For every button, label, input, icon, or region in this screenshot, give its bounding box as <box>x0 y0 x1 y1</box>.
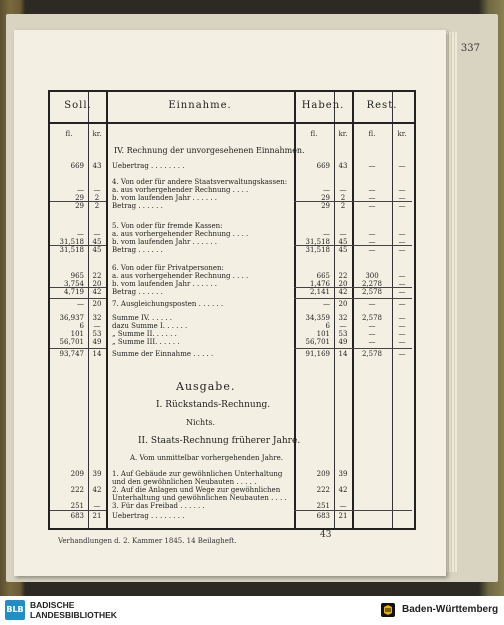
unit-fl: fl. <box>65 130 73 138</box>
viewer-footer <box>0 596 504 625</box>
soll-kr: 43 <box>92 162 102 170</box>
rest-kr: — <box>398 238 406 246</box>
rest-fl: 2,278 <box>361 280 383 288</box>
unit-kr: kr. <box>397 130 407 138</box>
rest-fl: 2,578 <box>361 314 383 322</box>
haben-kr: — <box>339 230 347 238</box>
total-rule <box>50 201 106 202</box>
haben-fl: 2,141 <box>309 288 330 296</box>
soll-fl: 29 <box>75 194 84 202</box>
total-rule <box>294 201 412 202</box>
total-rule <box>50 245 106 246</box>
haben-fl: 56,701 <box>305 338 330 346</box>
ausgabe-row-label: 3. Für das Freibad . . . . . . <box>112 502 205 510</box>
section-i-title: I. Rückstands-Rechnung. <box>156 400 271 410</box>
soll-fl: 36,937 <box>59 314 84 322</box>
row-label: a. aus vorhergehender Rechnung . . . . <box>112 230 249 238</box>
folio-number: 43 <box>320 530 332 540</box>
section-iv-title: IV. Rechnung der unvorgesehenen Einnahmen. <box>114 146 305 155</box>
rest-kr: — <box>398 230 406 238</box>
rest-kr: — <box>398 162 406 170</box>
col-rule <box>294 92 296 528</box>
haben-kr: — <box>339 322 347 330</box>
row-label: 7. Ausgleichungsposten . . . . . . <box>112 300 224 308</box>
haben-kr: — <box>339 502 347 510</box>
row-label: 5. Von oder für fremde Kassen: <box>112 222 223 230</box>
total-rule <box>294 245 412 246</box>
soll-kr: 39 <box>92 470 102 478</box>
haben-fl: 1,476 <box>309 280 330 288</box>
header-rest: Rest. <box>366 100 398 111</box>
soll-fl: — <box>77 230 84 238</box>
soll-kr: — <box>93 230 101 238</box>
unit-fl: fl. <box>310 130 318 138</box>
soll-fl: 683 <box>70 512 84 520</box>
haben-kr: 45 <box>338 246 348 254</box>
haben-kr: 21 <box>338 512 348 520</box>
header-einnahme: Einnahme. <box>168 100 232 111</box>
soll-kr: 49 <box>92 338 102 346</box>
soll-kr: — <box>93 502 101 510</box>
haben-kr: 42 <box>338 288 348 296</box>
unit-kr: kr. <box>338 130 348 138</box>
total-rule <box>294 510 412 511</box>
col-rule <box>352 92 354 528</box>
ausgabe-heading: Ausgabe. <box>176 380 236 393</box>
rest-kr: — <box>398 338 406 346</box>
haben-fl: — <box>323 186 330 194</box>
soll-fl: 29 <box>75 202 84 210</box>
col-rule <box>106 92 108 528</box>
rest-fl: — <box>368 202 376 210</box>
row-label: b. vom laufenden Jahr . . . . . . <box>112 238 218 246</box>
row-label: dazu Summe I. . . . . . <box>112 322 188 330</box>
total-rule <box>50 298 106 299</box>
unit-kr: kr. <box>92 130 102 138</box>
haben-fl: 251 <box>316 502 330 510</box>
soll-fl: 965 <box>70 272 84 280</box>
haben-kr: 49 <box>338 338 348 346</box>
haben-kr: 20 <box>338 280 348 288</box>
soll-kr: 14 <box>92 350 102 358</box>
soll-fl: — <box>77 300 84 308</box>
account-table <box>48 90 416 530</box>
haben-fl: 669 <box>316 162 330 170</box>
haben-fl: 34,359 <box>305 314 330 322</box>
total-rule <box>50 348 106 349</box>
rest-kr: — <box>398 330 406 338</box>
haben-fl: 29 <box>321 202 330 210</box>
haben-kr: 53 <box>338 330 348 338</box>
soll-fl: 251 <box>70 502 84 510</box>
row-label: 6. Von oder für Privatpersonen: <box>112 264 224 272</box>
header-haben: Haben. <box>301 100 345 111</box>
soll-kr: 42 <box>92 288 102 296</box>
row-label: Betrag . . . . . . <box>112 288 163 296</box>
rest-fl: — <box>368 230 376 238</box>
header-soll: Soll. <box>64 100 92 111</box>
haben-fl: 29 <box>321 194 330 202</box>
soll-fl: 4,719 <box>63 288 84 296</box>
row-label: a. aus vorhergehender Rechnung . . . . <box>112 272 249 280</box>
row-label: Betrag . . . . . . <box>112 202 163 210</box>
rest-kr: — <box>398 246 406 254</box>
rest-fl: 2,578 <box>361 288 383 296</box>
soll-fl: 3,754 <box>63 280 84 288</box>
rest-kr: — <box>398 272 406 280</box>
haben-kr: 42 <box>338 486 348 494</box>
soll-kr: — <box>93 322 101 330</box>
soll-kr: 2 <box>94 202 100 210</box>
total-rule <box>294 348 412 349</box>
rest-kr: — <box>398 194 406 202</box>
total-rule <box>50 510 106 511</box>
soll-fl: 31,518 <box>59 246 84 254</box>
rest-fl: — <box>368 330 376 338</box>
unit-fl: fl. <box>368 130 376 138</box>
soll-kr: 21 <box>92 512 102 520</box>
row-label: a. aus vorhergehender Rechnung . . . . <box>112 186 249 194</box>
state-name: Baden-Württemberg <box>402 604 499 615</box>
haben-fl: 6 <box>325 322 330 330</box>
haben-kr: 45 <box>338 238 348 246</box>
library-name-line2: LANDESBIBLIOTHEK <box>30 610 117 620</box>
rest-fl: — <box>368 322 376 330</box>
rest-kr: — <box>398 350 406 358</box>
haben-fl: 222 <box>316 486 330 494</box>
row-label: „ Summe II. . . . . . <box>112 330 177 338</box>
soll-kr: 53 <box>92 330 102 338</box>
rest-kr: — <box>398 280 406 288</box>
rest-kr: — <box>398 314 406 322</box>
nichts-label: Nichts. <box>186 418 216 427</box>
soll-fl: — <box>77 186 84 194</box>
col-rule <box>88 92 89 528</box>
row-label: b. vom laufenden Jahr . . . . . . <box>112 280 218 288</box>
total-rule <box>50 287 106 288</box>
haben-kr: 22 <box>338 272 348 280</box>
soll-kr: 20 <box>92 300 102 308</box>
col-rule <box>392 92 393 528</box>
row-label: Summe IV. . . . . . <box>112 314 173 322</box>
section-ii-title: II. Staats-Rechnung früherer Jahre. <box>138 436 301 446</box>
total-rule <box>294 298 412 299</box>
header-rule <box>50 122 414 124</box>
rest-kr: — <box>398 300 406 308</box>
haben-kr: 43 <box>338 162 348 170</box>
soll-fl: 93,747 <box>59 350 84 358</box>
soll-kr: 2 <box>94 194 100 202</box>
soll-fl: 101 <box>70 330 84 338</box>
row-label: Summe der Einnahme . . . . . <box>112 350 214 358</box>
soll-fl: 31,518 <box>59 238 84 246</box>
haben-kr: 39 <box>338 470 348 478</box>
rest-fl: — <box>368 246 376 254</box>
rest-fl: — <box>368 162 376 170</box>
soll-kr: 45 <box>92 246 102 254</box>
haben-fl: 683 <box>316 512 330 520</box>
soll-kr: 32 <box>92 314 102 322</box>
haben-fl: 101 <box>316 330 330 338</box>
rest-fl: 2,578 <box>361 350 383 358</box>
haben-fl: 665 <box>316 272 330 280</box>
haben-fl: 31,518 <box>305 238 330 246</box>
soll-kr: 22 <box>92 272 102 280</box>
haben-kr: 20 <box>338 300 348 308</box>
library-name-line1: BADISCHE <box>30 600 75 610</box>
haben-kr: 2 <box>340 194 346 202</box>
haben-fl: 209 <box>316 470 330 478</box>
ausgabe-row-label: 1. Auf Gebäude zur gewöhnlichen Unterhaltung und den gewöhnlichen Neubauten . . . . . <box>112 470 283 486</box>
haben-kr: — <box>339 186 347 194</box>
soll-kr: — <box>93 186 101 194</box>
rest-fl: — <box>368 338 376 346</box>
rest-fl: — <box>368 300 376 308</box>
soll-kr: 20 <box>92 280 102 288</box>
ausgabe-row-label: 2. Auf die Anlagen und Wege zur gewöhnlichen Unterhaltung und gewöhnlichen Neubauten . . . . <box>112 486 287 502</box>
row-label: 4. Von oder für andere Staatsverwaltungskassen: <box>112 178 288 186</box>
row-label: Uebertrag . . . . . . . . <box>112 162 185 170</box>
rest-fl: — <box>368 238 376 246</box>
baden-wuerttemberg-crest-icon <box>380 602 396 618</box>
page-number: 337 <box>460 43 480 54</box>
rest-kr: — <box>398 322 406 330</box>
soll-fl: 669 <box>70 162 84 170</box>
soll-fl: 222 <box>70 486 84 494</box>
library-name <box>30 600 117 620</box>
soll-fl: 6 <box>79 322 84 330</box>
rest-fl: 300 <box>365 272 379 280</box>
row-label: Betrag . . . . . . <box>112 246 163 254</box>
haben-fl: 31,518 <box>305 246 330 254</box>
haben-kr: 32 <box>338 314 348 322</box>
col-rule <box>334 92 335 528</box>
sub-a-title: A. Vom unmittelbar vorhergehenden Jahre. <box>130 454 283 462</box>
rest-kr: — <box>398 202 406 210</box>
haben-fl: — <box>323 230 330 238</box>
rest-kr: — <box>398 288 406 296</box>
soll-fl: 56,701 <box>59 338 84 346</box>
soll-kr: 42 <box>92 486 102 494</box>
haben-kr: 2 <box>340 202 346 210</box>
total-rule <box>294 287 412 288</box>
haben-fl: 91,169 <box>305 350 330 358</box>
rest-fl: — <box>368 194 376 202</box>
haben-kr: 14 <box>338 350 348 358</box>
row-label: b. vom laufenden Jahr . . . . . . <box>112 194 218 202</box>
soll-fl: 209 <box>70 470 84 478</box>
rest-fl: — <box>368 186 376 194</box>
row-label: „ Summe III. . . . . . <box>112 338 180 346</box>
ausgabe-row-label: Uebertrag . . . . . . . . <box>112 512 185 520</box>
haben-fl: — <box>323 300 330 308</box>
footnote: Verhandlungen d. 2. Kammer 1845. 14 Beilagheft. <box>58 537 237 545</box>
rest-kr: — <box>398 186 406 194</box>
blb-logo: BLB <box>5 600 25 620</box>
soll-kr: 45 <box>92 238 102 246</box>
